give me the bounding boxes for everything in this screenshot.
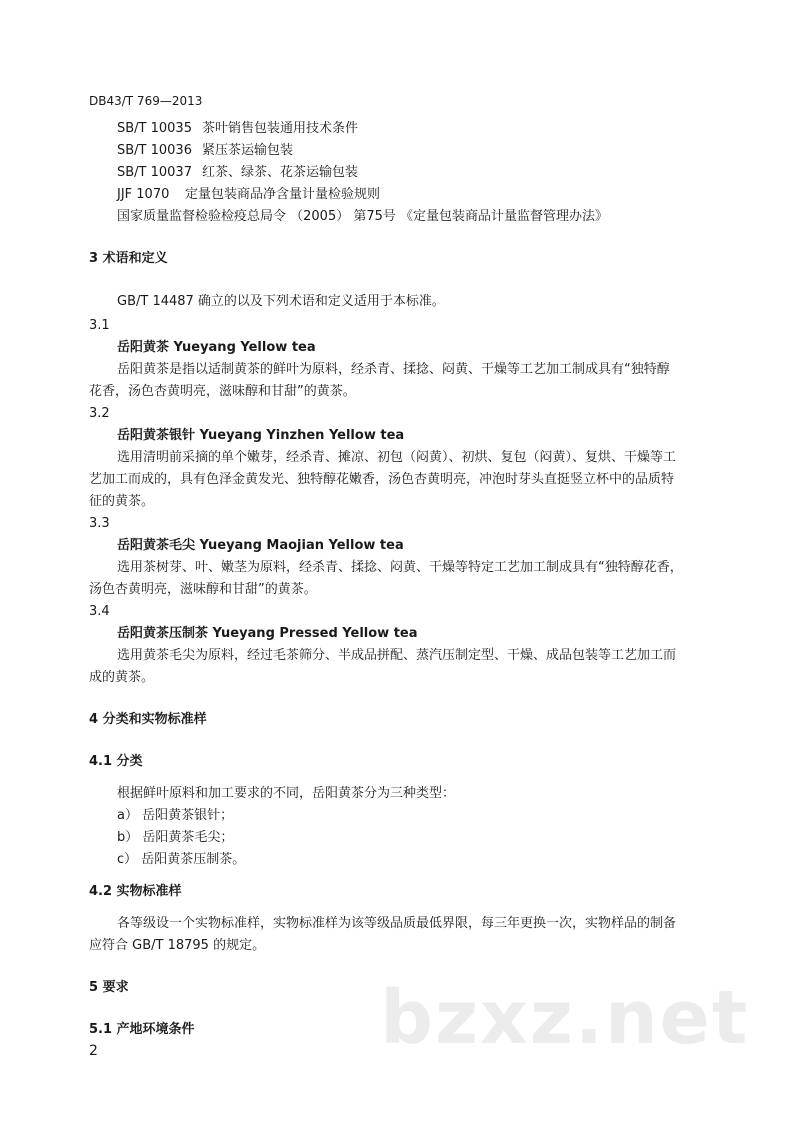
term-body: 选用清明前采摘的单个嫩芽，经杀青、摊凉、初包（闷黄）、初烘、复包（闷黄）、复烘、干燥等工 <box>117 450 677 465</box>
term-body: 艺加工而成的，具有色泽金黄发光、独特醇花嫩香，汤色杏黄明亮，冲泡时芽头直挺竖立杯中的品质特 <box>89 472 675 487</box>
term-title: 岳阳黄茶银针 Yueyang Yinzhen Yellow tea <box>117 428 405 443</box>
list-item: a） 岳阳黄茶银针； <box>117 808 234 823</box>
term-body: 花香，汤色杏黄明亮，滋味醇和甘甜”的黄茶。 <box>89 384 356 399</box>
term-number: 3.1 <box>89 318 110 333</box>
page-number: 2 <box>89 1043 98 1059</box>
paragraph: 根据鲜叶原料和加工要求的不同，岳阳黄茶分为三种类型： <box>117 786 456 801</box>
subsection-heading: 4.1 分类 <box>89 754 143 769</box>
list-item: b） 岳阳黄茶毛尖； <box>117 830 234 845</box>
watermark: bzxz.net <box>380 975 750 1061</box>
reference-code: SB/T 10036 <box>117 143 192 158</box>
term-body: 汤色杏黄明亮，滋味醇和甘甜”的黄茶。 <box>89 582 317 597</box>
section-heading: 5 要求 <box>89 980 129 995</box>
reference-code: SB/T 10037 <box>117 165 192 180</box>
paragraph: 各等级设一个实物标准样，实物标准样为该等级品质最低界限，每三年更换一次，实物样品的制备 <box>117 916 677 931</box>
term-body: 成的黄茶。 <box>89 670 155 685</box>
term-title: 岳阳黄茶压制茶 Yueyang Pressed Yellow tea <box>117 626 418 641</box>
section-heading: 4 分类和实物标准样 <box>89 712 207 727</box>
reference-code: JJF 1070 <box>117 187 170 202</box>
term-number: 3.2 <box>89 406 110 421</box>
reference-code: SB/T 10035 <box>117 121 192 136</box>
list-item: c） 岳阳黄茶压制茶。 <box>117 852 246 867</box>
term-title: 岳阳黄茶毛尖 Yueyang Maojian Yellow tea <box>117 538 404 553</box>
term-body: 选用黄茶毛尖为原料，经过毛茶筛分、半成品拼配、蒸汽压制定型、干燥、成品包装等工艺加工而 <box>117 648 677 663</box>
subsection-heading: 5.1 产地环境条件 <box>89 1022 195 1037</box>
term-title: 岳阳黄茶 Yueyang Yellow tea <box>117 340 316 355</box>
reference-title: 国家质量监督检验检疫总局令 （2005） 第75号 《定量包装商品计量监督管理办法》 <box>117 209 609 224</box>
term-body: 选用茶树芽、叶、嫩茎为原料，经杀青、揉捻、闷黄、干燥等特定工艺加工制成具有“独特醇花香， <box>117 560 683 575</box>
doc-code: DB43/T 769—2013 <box>89 94 203 108</box>
term-number: 3.3 <box>89 516 110 531</box>
reference-title: 定量包装商品净含量计量检验规则 <box>185 187 381 202</box>
paragraph: 应符合 GB/T 18795 的规定。 <box>89 938 266 953</box>
term-body: 岳阳黄茶是指以适制黄茶的鲜叶为原料，经杀青、揉捻、闷黄、干燥等工艺加工制成具有“独特醇 <box>117 362 670 377</box>
term-body: 征的黄茶。 <box>89 494 155 509</box>
reference-title: 茶叶销售包装通用技术条件 <box>202 121 359 136</box>
section-heading: 3 术语和定义 <box>89 251 168 266</box>
reference-title: 紧压茶运输包装 <box>202 143 294 158</box>
subsection-heading: 4.2 实物标准样 <box>89 884 182 899</box>
term-number: 3.4 <box>89 604 110 619</box>
reference-title: 红茶、绿茶、花茶运输包装 <box>202 165 359 180</box>
section-intro: GB/T 14487 确立的以及下列术语和定义适用于本标准。 <box>117 294 445 309</box>
